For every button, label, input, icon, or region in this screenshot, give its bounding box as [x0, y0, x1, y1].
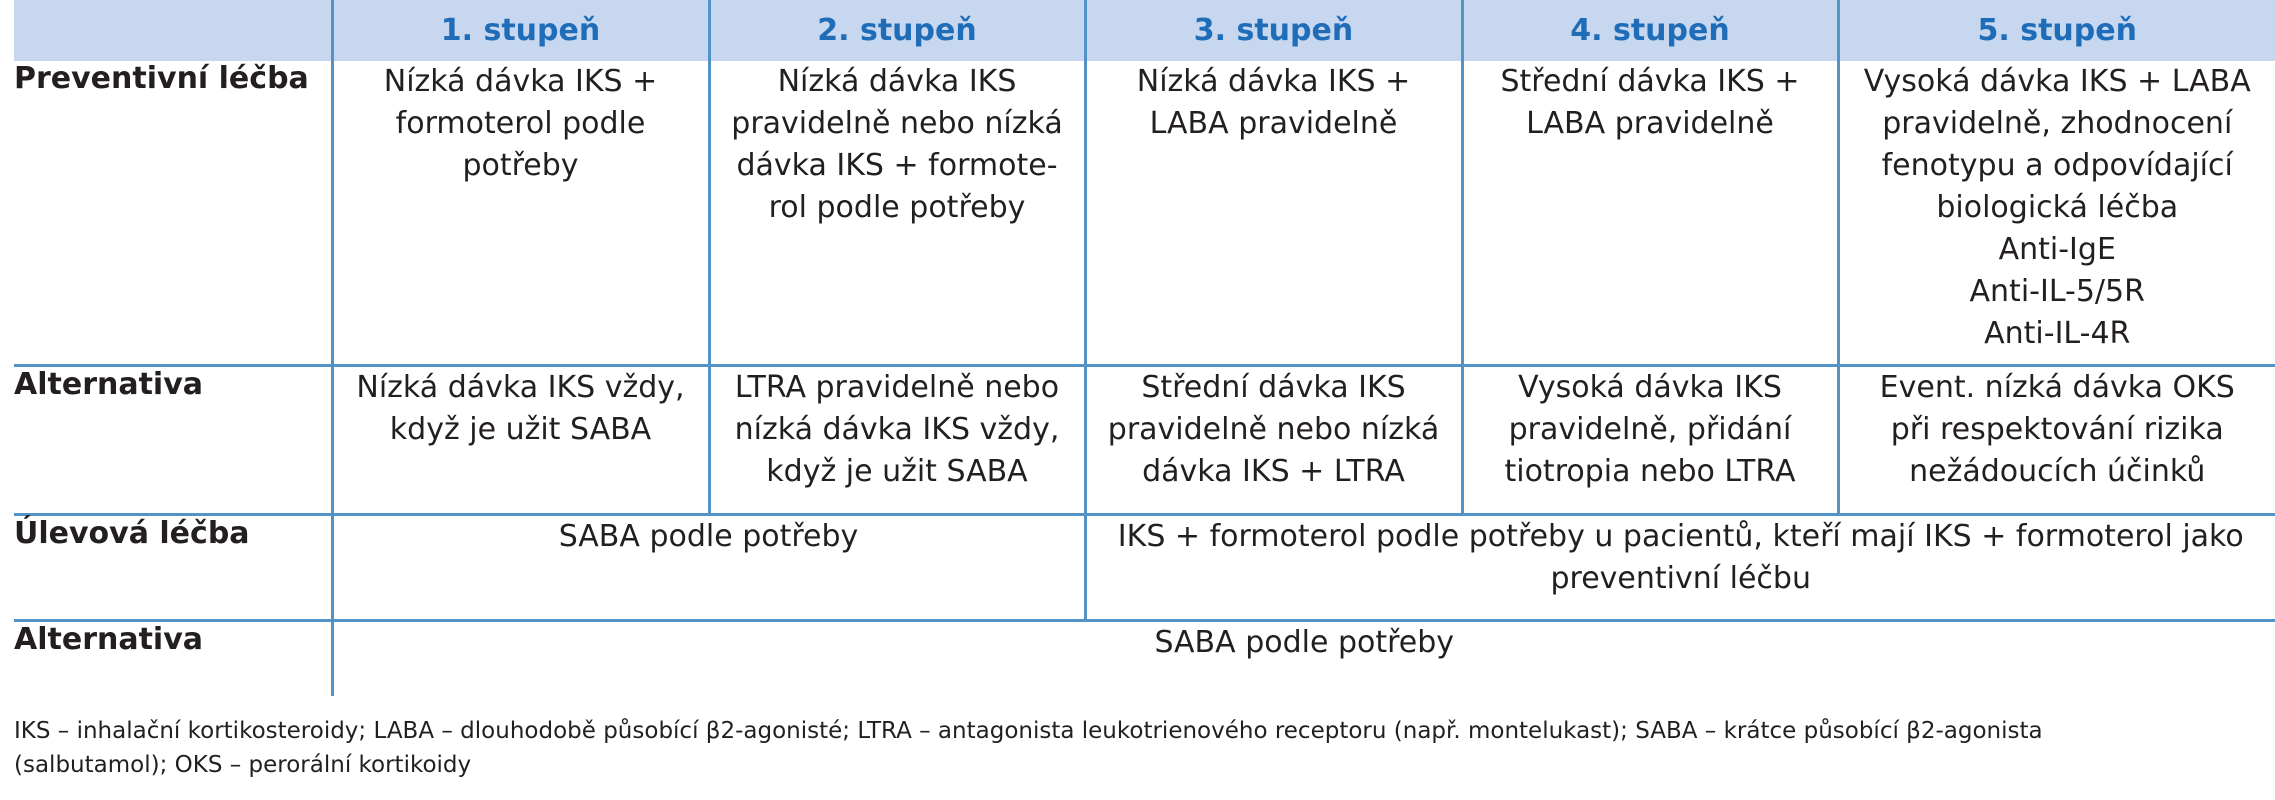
cell-text-line: Vysoká dávka IKS + LABA: [1863, 64, 2251, 99]
cell-relief-steps-3-5: [1085, 515, 2275, 621]
cell-text-line: Event. nízká dávka OKS: [1879, 370, 2235, 405]
cell-preventive-step-3: [1085, 61, 1462, 366]
header-step-5: 5. stupeň: [1838, 0, 2275, 61]
cell-text-line: nežádoucích účinků: [1909, 454, 2206, 489]
cell-text-line: LTRA pravidelně nebo: [734, 370, 1060, 405]
row-relief: [14, 515, 2275, 621]
cell-text-line: Anti-IgE: [1998, 232, 2116, 267]
cell-text-line: Nízká dávka IKS +: [1136, 64, 1411, 99]
cell-preventive-step-5: [1838, 61, 2275, 366]
cell-text-line: když je užit SABA: [766, 454, 1028, 489]
header-step-1: 1. stupeň: [332, 0, 709, 61]
asthma-treatment-steps-table: [14, 0, 2275, 696]
header-row: [14, 0, 2275, 61]
cell-preventive-step-1: [332, 61, 709, 366]
cell-text-line: Anti-IL-4R: [1984, 316, 2131, 351]
cell-text-line: nízká dávka IKS vždy,: [734, 412, 1060, 447]
cell-text-line: LABA pravidelně: [1149, 106, 1398, 141]
cell-text-line: Vysoká dávka IKS: [1518, 370, 1782, 405]
header-step-3: 3. stupeň: [1085, 0, 1462, 61]
cell-text-line: IKS + formoterol podle potřeby u pacientů, kteří mají IKS + formoterol jako: [1117, 519, 2244, 554]
cell-text-line: dávka IKS + formote-: [736, 148, 1058, 183]
cell-text-line: rol podle potřeby: [768, 190, 1026, 225]
cell-text-line: pravidelně, přidání: [1508, 412, 1792, 447]
cell-alternative-all-steps: SABA podle potřeby: [1154, 625, 1455, 660]
cell-text-line: když je užit SABA: [389, 412, 652, 447]
cell-text-line: pravidelně, zhodnocení: [1882, 106, 2233, 141]
cell-text-line: biologická léčba: [1936, 190, 2179, 225]
header-corner: [14, 0, 332, 61]
cell-alternative-step-5: [1838, 366, 2275, 515]
cell-text-line: fenotypu a odpovídající: [1881, 148, 2233, 183]
header-step-4: 4. stupeň: [1462, 0, 1838, 61]
footnote-line-2: (salbutamol); OKS – perorální kortikoidy: [14, 752, 472, 778]
cell-text-line: tiotropia nebo LTRA: [1504, 454, 1796, 489]
cell-text-line: Nízká dávka IKS vždy,: [356, 370, 685, 405]
cell-alternative-step-3: [1085, 366, 1462, 515]
cell-relief-steps-1-2: SABA podle potřeby: [332, 515, 1085, 621]
cell-alternative-step-4: [1462, 366, 1838, 515]
cell-text-line: Střední dávka IKS +: [1500, 64, 1800, 99]
cell-text-line: Střední dávka IKS: [1141, 370, 1406, 405]
cell-preventive-step-2: [709, 61, 1085, 366]
footnote-line-1: IKS – inhalační kortikosteroidy; LABA – dlouhodobě působící β2-agonisté; LTRA – antagonista leukotrienového receptoru (např. montelukast); SABA – krátce působící β2-agonista: [14, 718, 2043, 744]
row-preventive: [14, 61, 2275, 366]
cell-text-line: potřeby: [462, 148, 579, 183]
cell-text-line: Nízká dávka IKS: [777, 64, 1017, 99]
row-label-preventive: Preventivní léčba: [14, 61, 332, 366]
cell-preventive-step-4: [1462, 61, 1838, 366]
cell-alternative-step-1: [332, 366, 709, 515]
cell-text-line: pravidelně nebo nízká: [731, 106, 1063, 141]
cell-text-line: Anti-IL-5/5R: [1969, 274, 2145, 309]
row-alternative-2: [14, 621, 2275, 697]
cell-text-line: preventivní léčbu: [1550, 561, 1811, 596]
cell-text-line: pravidelně nebo nízká: [1107, 412, 1440, 447]
treatment-table-wrapper: [14, 0, 2275, 696]
cell-alternative-step-2: [709, 366, 1085, 515]
header-step-2: 2. stupeň: [709, 0, 1085, 61]
cell-text-line: při respektování rizika: [1890, 412, 2224, 447]
cell-text-line: Nízká dávka IKS +: [383, 64, 658, 99]
cell-text-line: dávka IKS + LTRA: [1142, 454, 1405, 489]
cell-text-line: LABA pravidelně: [1526, 106, 1774, 141]
row-label-alternative-1: Alternativa: [14, 366, 332, 515]
abbreviations-footnote: [14, 714, 2264, 782]
row-label-relief: Úlevová léčba: [14, 515, 332, 621]
row-alternative-1: [14, 366, 2275, 515]
row-label-alternative-2: Alternativa: [14, 621, 332, 697]
cell-text-line: formoterol podle: [395, 106, 646, 141]
